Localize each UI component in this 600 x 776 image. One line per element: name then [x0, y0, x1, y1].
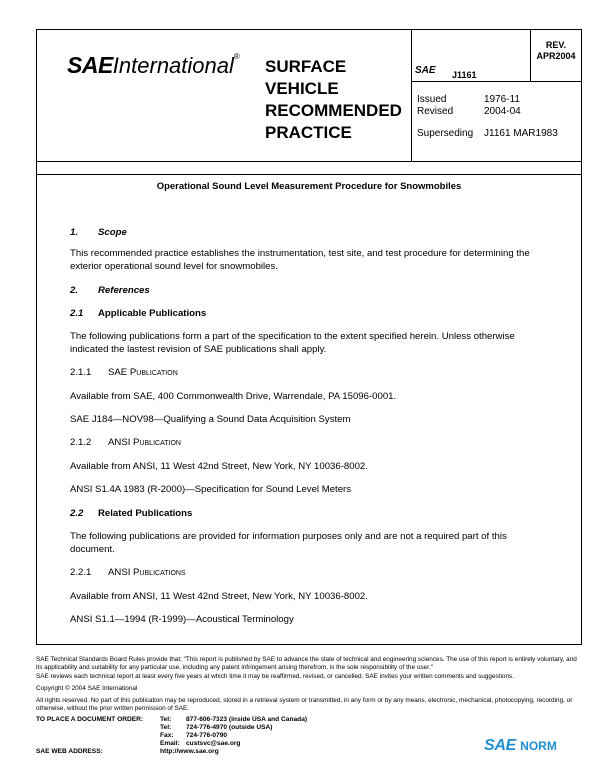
section-number: 2. — [70, 285, 79, 296]
section-number: 2.2 — [70, 508, 84, 519]
header-bottom-rule — [37, 161, 581, 162]
section-number: 1. — [70, 227, 79, 238]
doc-type-line-4: PRACTICE — [265, 123, 352, 142]
rev-value: APR2004 — [536, 51, 576, 61]
section-2-heading — [70, 284, 550, 297]
ansi-s11-reference: ANSI S1.1—1994 (R-1999)—Acoustical Terminology — [70, 614, 294, 625]
fax-value: 724-776-0790 — [186, 732, 228, 739]
rev-divider-vertical — [530, 30, 531, 81]
header-divider-horizontal — [411, 81, 581, 82]
order-label: TO PLACE A DOCUMENT ORDER: — [36, 716, 144, 723]
sae-availability: Available from SAE, 400 Commonwealth Drive, Warrendale, PA 15096-0001. — [70, 391, 397, 402]
tel-label: Tel: — [160, 716, 172, 723]
section-title: Scope — [98, 227, 127, 238]
revision-box — [533, 40, 579, 62]
section-title: ANSI Publications — [108, 567, 186, 578]
section-1-heading — [70, 226, 550, 239]
email-label: Email: — [160, 740, 180, 747]
logo-trademark: ® — [233, 52, 240, 61]
brand-sae: SAE — [484, 737, 516, 754]
footer-board-rules: SAE Technical Standards Board Rules provide that: "This report is published by SAE to advance the state of technical and engineering sciences. The use of this report is entirely voluntary, and its applicability and suitability for any particular use, including any patent infringement arising therefrom, is the sole responsibility of the user." — [36, 656, 577, 671]
related-publications-paragraph: The following publications are provided for information purposes only and are not a required part of this document. — [70, 531, 507, 555]
document-type — [265, 56, 402, 144]
superseding-value: J1161 MAR1983 — [484, 128, 558, 139]
section-2-1-2-heading — [70, 436, 550, 449]
section-number: 2.1 — [70, 308, 84, 319]
section-2-2-heading — [70, 507, 550, 520]
tel2-value: 724-776-4970 (outside USA) — [186, 724, 273, 731]
web-address-label: SAE WEB ADDRESS: — [36, 748, 103, 755]
section-number: 2.2.1 — [70, 567, 92, 578]
document-number: J1161 — [452, 70, 477, 80]
ansi-related-availability: Available from ANSI, 11 West 42nd Street, New York, NY 10036-8002. — [70, 591, 368, 602]
header-divider-vertical — [411, 30, 412, 161]
sae-norm-brand-logo — [484, 737, 557, 755]
issued-label: Issued — [417, 94, 447, 105]
tel-value: 877-606-7323 (inside USA and Canada) — [186, 716, 308, 723]
document-title: Operational Sound Level Measurement Procedure for Snowmobiles — [156, 181, 462, 192]
sae-j184-reference: SAE J184—NOV98—Qualifying a Sound Data Acquisition System — [70, 414, 351, 425]
document-header — [37, 30, 581, 175]
logo-sae-text: SAE — [67, 52, 113, 78]
tel2-label: Tel: — [160, 724, 172, 731]
doc-type-line-1: SURFACE — [265, 57, 347, 76]
revised-label: Revised — [417, 106, 454, 117]
scope-paragraph: This recommended practice establishes the instrumentation, test site, and test procedure for determining the exterior operational sound level for snowmobiles. — [70, 248, 530, 272]
small-sae-logo: SAE — [415, 65, 436, 76]
doc-type-line-2: VEHICLE — [265, 79, 339, 98]
section-title: ANSI Publication — [108, 437, 181, 448]
section-2-1-heading — [70, 307, 550, 320]
ansi-availability: Available from ANSI, 11 West 42nd Street, New York, NY 10036-8002. — [70, 461, 368, 472]
web-address-link[interactable]: http://www.sae.org — [160, 748, 219, 755]
fax-label: Fax: — [160, 732, 174, 739]
section-2-1-1-heading — [70, 366, 550, 379]
email-value[interactable]: custsvc@sae.org — [186, 740, 241, 747]
rev-label: REV. — [545, 40, 567, 50]
brand-norm-visible: NORM — [520, 739, 557, 753]
section-title: References — [98, 285, 150, 296]
footer-rights-reserved: All rights reserved. No part of this publication may be reproduced, stored in a retrieval system or transmitted, in any form or by any means, electronic, mechanical, photocopying, recording, or otherwise, without the prior written permission of SAE. — [36, 697, 573, 712]
footer-copyright: Copyright © 2004 SAE International — [36, 685, 138, 692]
applicable-publications-paragraph: The following publications form a part of the specification to the extent specified herein. Unless otherwise indicated the lastest revision of SAE publications shall apply. — [70, 331, 515, 355]
section-title: Applicable Publications — [98, 308, 207, 319]
section-2-2-1-heading — [70, 566, 550, 579]
revised-value: 2004-04 — [484, 106, 521, 117]
issued-value: 1976-11 — [484, 94, 520, 105]
ansi-s14a-reference: ANSI S1.4A 1983 (R-2000)—Specification for Sound Level Meters — [70, 484, 352, 495]
section-number: 2.1.2 — [70, 437, 92, 448]
section-number: 2.1.1 — [70, 367, 92, 378]
doc-type-line-3: RECOMMENDED — [265, 101, 402, 120]
superseding-label: Superseding — [417, 128, 474, 139]
section-title: SAE Publication — [108, 367, 178, 378]
section-title: Related Publications — [98, 508, 193, 519]
footer-review-notice: SAE reviews each technical report at least every five years at which time it may be reaffirmed, revised, or cancelled. SAE invites your written comments and suggestions. — [36, 673, 514, 680]
logo-international-text: International — [112, 53, 234, 78]
sae-international-logo — [67, 52, 240, 79]
